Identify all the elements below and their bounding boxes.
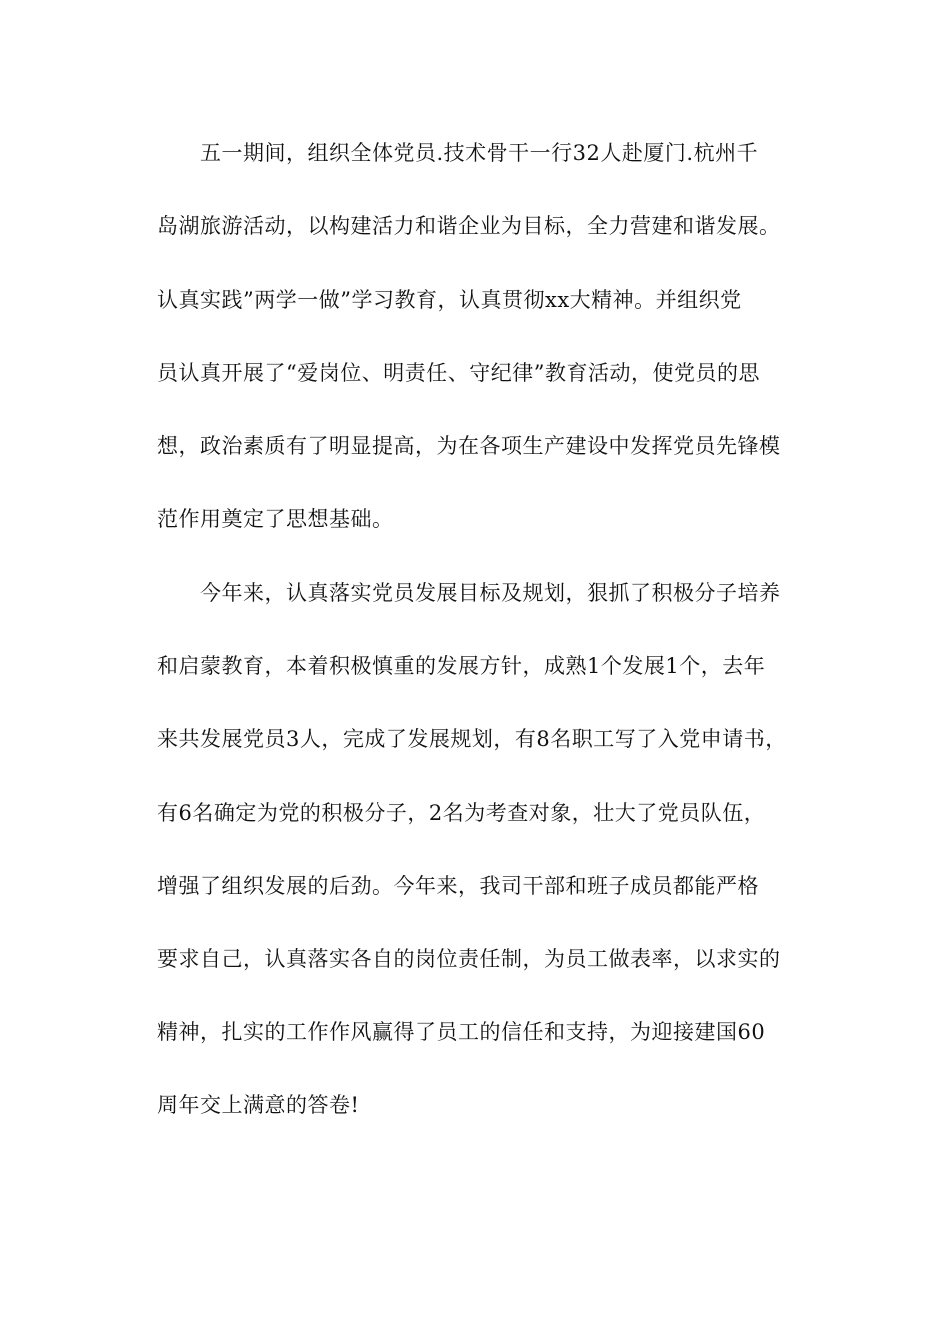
- paragraph-line: 精神，扎实的工作作风赢得了员工的信任和支持，为迎接建国60: [157, 1020, 766, 1044]
- paragraph-line: 有6名确定为党的积极分子，2名为考查对象，壮大了党员队伍，: [157, 801, 766, 825]
- paragraph-line: 周年交上满意的答卷!: [157, 1093, 360, 1117]
- paragraph-line: 和启蒙教育，本着积极慎重的发展方针，成熟1个发展1个，去年: [157, 654, 766, 678]
- paragraph-line: 员认真开展了“爱岗位、明责任、守纪律”教育活动，使党员的思: [157, 361, 760, 385]
- paragraph-line: 认真实践”两学一做”学习教育，认真贯彻xx大精神。并组织党: [157, 288, 742, 312]
- paragraph-line: 增强了组织发展的后劲。今年来，我司干部和班子成员都能严格: [157, 874, 759, 898]
- paragraph-line: 要求自己，认真落实各自的岗位责任制，为员工做表率，以求实的: [157, 947, 781, 971]
- paragraph-line: 范作用奠定了思想基础。: [157, 507, 394, 531]
- paragraph-line: 来共发展党员3人，完成了发展规划，有8名职工写了入党申请书，: [157, 727, 787, 751]
- paragraph-line: 想，政治素质有了明显提高，为在各项生产建设中发挥党员先锋模: [157, 434, 781, 458]
- paragraph-line: 五一期间，组织全体党员.技术骨干一行32人赴厦门.杭州千: [200, 141, 759, 165]
- paragraph-line: 岛湖旅游活动，以构建活力和谐企业为目标，全力营建和谐发展。: [157, 214, 781, 238]
- paragraph-line: 今年来，认真落实党员发展目标及规划，狠抓了积极分子培养: [200, 581, 781, 605]
